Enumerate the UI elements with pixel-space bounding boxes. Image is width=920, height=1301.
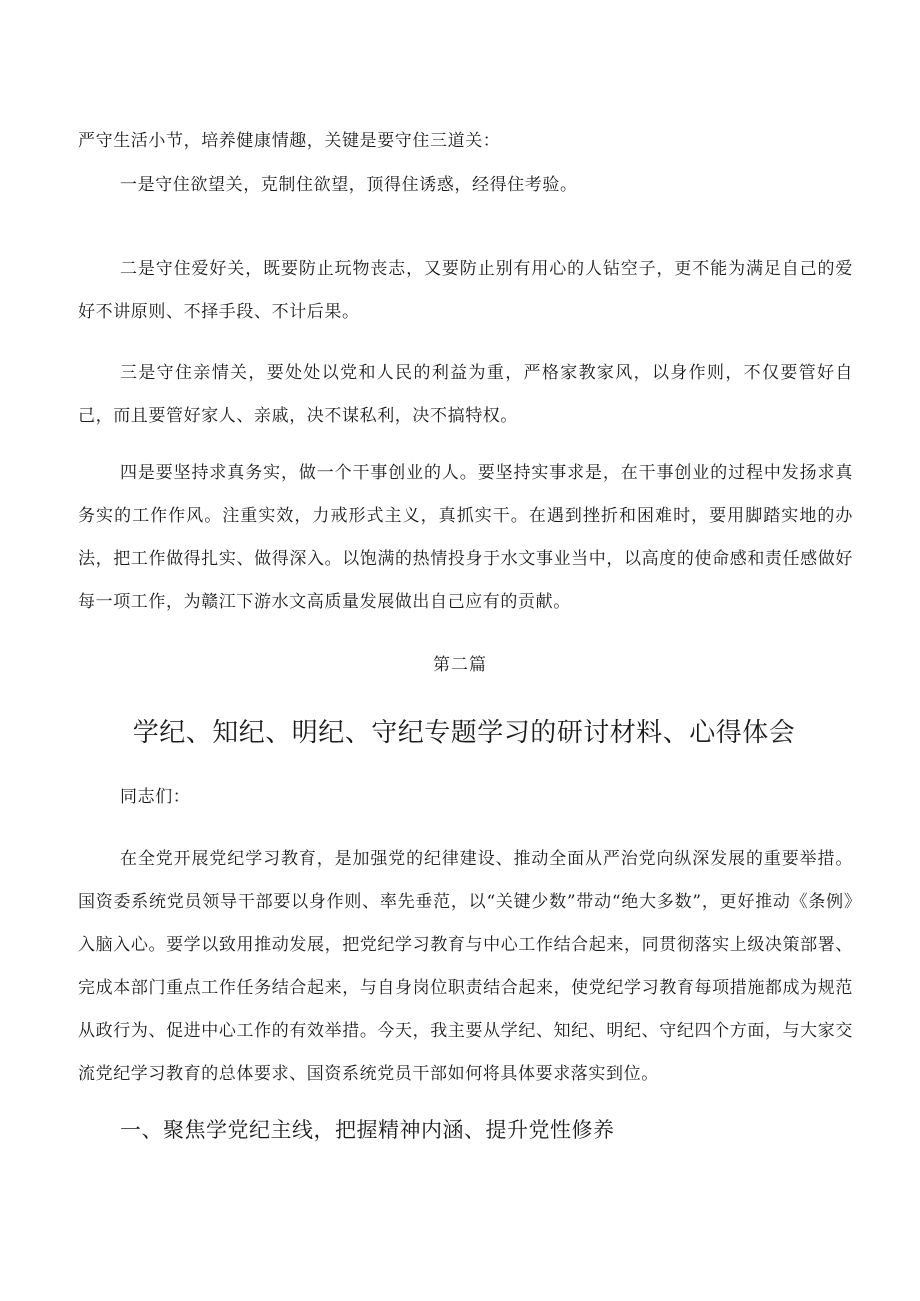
paragraph-body: 在全党开展党纪学习教育，是加强党的纪律建设、推动全面从严治党向纵深发展的重要举措。国资委系统党员领导干部要以身作则、率先垂范，以“关键少数”带动“绝大多数”，更好推动《条例》入脑入心。要学以致用推动发展，把党纪学习教育与中心工作结合起来，同贯彻落实上级决策部署、完成本部门重点工作任务结合起来，与自身岗位职责结合起来，使党纪学习教育每项措施都成为规范从政行为、促进中心工作的有效举措。今天，我主要从学纪、知纪、明纪、守纪四个方面，与大家交流党纪学习教育的总体要求、国资系统党员干部如何将具体要求落实到位。 [78,849,853,1084]
page-title: 学纪、知纪、明纪、守纪专题学习的研讨材料、心得体会 [132,718,796,748]
paragraph-family: 三是守住亲情关，要处处以党和人民的利益为重，严格家教家风，以身作则，不仅要管好自己，而且要管好家人、亲戚，决不谋私利，决不搞特权。 [78,363,853,426]
paragraph-pragmatic: 四是要坚持求真务实，做一个干事创业的人。要坚持实事求是，在干事创业的过程中发扬求真务实的工作作风。注重实效，力戒形式主义，真抓实干。在遇到挫折和困难时，要用脚踏实地的办法，把工作做得扎实、做得深入。以饱满的热情投身于水文事业当中，以高度的使命感和责任感做好每一项工作，为赣江下游水文高质量发展做出自己应有的贡献。 [78,463,853,612]
section-heading: 一、聚焦学党纪主线，把握精神内涵、提升党性修养 [120,1118,615,1142]
paragraph-intro: 严守生活小节，培养健康情趣，关键是要守住三道关： [78,131,501,151]
paragraph-hobby: 二是守住爱好关，既要防止玩物丧志，又要防止别有用心的人钻空子，更不能为满足自己的爱好不讲原则、不择手段、不计后果。 [78,259,853,322]
section-label: 第二篇 [433,655,487,675]
salutation: 同志们： [120,787,191,807]
paragraph-desire: 一是守住欲望关，克制住欲望，顶得住诱惑，经得住考验。 [120,175,578,195]
